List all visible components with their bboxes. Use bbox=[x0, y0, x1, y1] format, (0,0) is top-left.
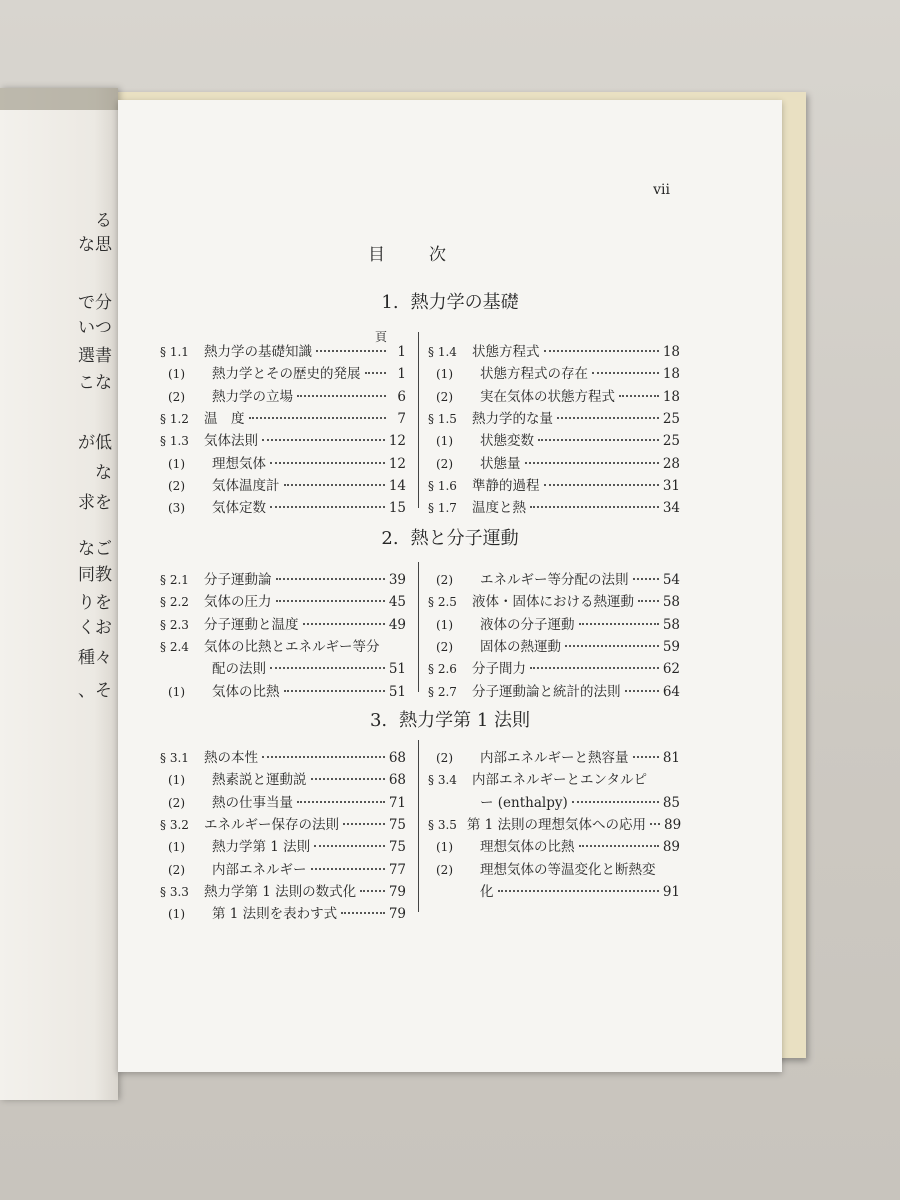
toc-leader-dots bbox=[544, 350, 659, 352]
toc-leader-dots bbox=[625, 690, 659, 692]
toc-entry[interactable] bbox=[160, 791, 406, 813]
toc-section-number: § 1.6 bbox=[428, 478, 457, 493]
chapter-number: 1. bbox=[381, 292, 399, 313]
toc-section-number: § 1.2 bbox=[160, 411, 189, 426]
toc-leader-dots bbox=[262, 439, 385, 441]
toc-page-number: 64 bbox=[662, 683, 680, 700]
toc-section-title: 状態方程式の存在 bbox=[480, 366, 588, 383]
toc-section-number: (2) bbox=[436, 389, 453, 404]
toc-section-number: (1) bbox=[168, 367, 185, 382]
toc-entry[interactable] bbox=[428, 429, 680, 451]
toc-page-number: 58 bbox=[662, 594, 680, 611]
toc-section-title: 気体定数 bbox=[212, 500, 266, 517]
toc-leader-dots bbox=[592, 372, 659, 374]
toc-leader-dots bbox=[360, 890, 385, 892]
toc-entry[interactable] bbox=[160, 613, 406, 635]
toc-entry[interactable] bbox=[428, 746, 680, 768]
toc-entry[interactable] bbox=[160, 902, 406, 924]
toc-page-number: 1 bbox=[397, 366, 406, 383]
toc-entry[interactable] bbox=[160, 680, 406, 702]
toc-entry[interactable] bbox=[160, 452, 406, 474]
toc-section-title: 準静的過程 bbox=[472, 477, 540, 494]
toc-section-number: § 2.7 bbox=[428, 684, 457, 699]
toc-page-number: 25 bbox=[662, 433, 680, 450]
toc-title: 目次 bbox=[368, 245, 490, 265]
toc-section-title: 第 1 法則を表わす式 bbox=[212, 906, 338, 923]
toc-entry[interactable] bbox=[428, 635, 680, 657]
toc-section-title: 熱素説と運動説 bbox=[212, 772, 307, 789]
toc-section-title: エネルギー等分配の法則 bbox=[480, 572, 629, 588]
toc-section-title: 分子間力 bbox=[472, 661, 526, 678]
toc-page-number: 49 bbox=[388, 616, 406, 633]
toc-leader-dots bbox=[270, 506, 385, 508]
toc-section-title: 気体温度計 bbox=[212, 477, 280, 494]
toc-entry[interactable] bbox=[160, 340, 406, 362]
toc-page-number: 77 bbox=[388, 861, 406, 878]
toc-section-title: 熱力学第 1 法則の数式化 bbox=[204, 883, 357, 900]
toc-section-number: § 3.1 bbox=[160, 751, 189, 765]
toc-section-title: 内部エネルギーと熱容量 bbox=[480, 750, 629, 766]
toc-entry[interactable] bbox=[428, 858, 680, 880]
toc-leader-dots bbox=[633, 756, 659, 758]
toc-page-number: 15 bbox=[388, 500, 406, 517]
toc-section-title: 理想気体 bbox=[212, 455, 266, 472]
toc-entry[interactable] bbox=[428, 768, 680, 790]
toc-section-number: (2) bbox=[436, 862, 453, 877]
toc-page-number: 18 bbox=[662, 388, 680, 405]
toc-section-title: 内部エネルギー bbox=[212, 861, 307, 878]
toc-entry[interactable] bbox=[160, 657, 406, 679]
toc-section-title: エネルギー保存の法則 bbox=[204, 816, 339, 833]
toc-page-number: 54 bbox=[662, 572, 680, 588]
column-divider bbox=[418, 332, 419, 508]
toc-section-number: § 1.7 bbox=[428, 501, 457, 516]
toc-section-title: 温度と熱 bbox=[472, 500, 526, 517]
toc-section-number: (1) bbox=[436, 617, 453, 632]
left-page-text-fragment: る bbox=[95, 211, 112, 231]
toc-section-number: (2) bbox=[168, 795, 185, 810]
toc-page-number: 79 bbox=[388, 883, 406, 900]
toc-entry[interactable] bbox=[428, 613, 680, 635]
toc-page-number: 51 bbox=[388, 661, 406, 678]
toc-page-number: 68 bbox=[388, 772, 406, 789]
toc-entry[interactable] bbox=[428, 657, 680, 679]
toc-section-number: (2) bbox=[436, 639, 453, 654]
toc-section-number: (1) bbox=[436, 840, 453, 855]
toc-leader-dots bbox=[311, 778, 385, 780]
toc-entry[interactable] bbox=[160, 407, 406, 429]
toc-entry[interactable] bbox=[428, 680, 680, 702]
left-page-text-fragment: りを bbox=[78, 593, 112, 613]
toc-section-number: (2) bbox=[436, 751, 453, 765]
toc-section-title: 化 bbox=[480, 883, 494, 900]
toc-entry[interactable] bbox=[428, 590, 680, 612]
toc-section-number: (2) bbox=[168, 389, 185, 404]
toc-leader-dots bbox=[314, 845, 385, 847]
toc-entry[interactable] bbox=[428, 474, 680, 496]
toc-leader-dots bbox=[538, 439, 659, 441]
toc-section-title: 液体・固体における熱運動 bbox=[472, 594, 634, 611]
toc-page-number: 39 bbox=[388, 572, 406, 588]
left-page-text-fragment: な bbox=[95, 463, 112, 483]
chapter-heading bbox=[118, 288, 782, 314]
toc-page-number: 75 bbox=[388, 816, 406, 833]
toc-leader-dots bbox=[498, 890, 659, 892]
toc-leader-dots bbox=[276, 600, 385, 602]
toc-entry[interactable] bbox=[160, 635, 406, 657]
toc-entry[interactable] bbox=[428, 813, 680, 835]
toc-page-number: 59 bbox=[662, 638, 680, 655]
toc-section-number: § 2.2 bbox=[160, 595, 189, 610]
toc-page-number: 91 bbox=[662, 883, 680, 900]
toc-entry[interactable] bbox=[160, 590, 406, 612]
toc-section-title: ー (enthalpy) bbox=[480, 794, 568, 811]
left-page-text-fragment: くお bbox=[78, 618, 112, 638]
toc-entry[interactable] bbox=[428, 496, 680, 518]
toc-leader-dots bbox=[249, 417, 387, 419]
toc-section-number: (1) bbox=[168, 684, 185, 699]
toc-page-number: 18 bbox=[662, 366, 680, 383]
toc-entry[interactable] bbox=[160, 880, 406, 902]
toc-section-number: § 2.3 bbox=[160, 617, 189, 632]
left-page-text-fragment: が低 bbox=[78, 433, 112, 453]
toc-section-title: 熱力学第 1 法則 bbox=[212, 839, 311, 856]
toc-section-title: 状態量 bbox=[480, 455, 521, 472]
toc-entry[interactable] bbox=[428, 385, 680, 407]
chapter-heading bbox=[118, 524, 782, 550]
page-number: vii bbox=[653, 182, 670, 198]
toc-page-number: 25 bbox=[662, 410, 680, 427]
toc-entry[interactable] bbox=[160, 746, 406, 768]
toc-section-title: 熱力学の基礎知識 bbox=[204, 344, 312, 360]
toc-section-number: (1) bbox=[436, 367, 453, 382]
left-page-text-fragment: 、そ bbox=[78, 681, 112, 701]
toc-section-number: (2) bbox=[436, 573, 453, 587]
toc-page-number: 75 bbox=[388, 839, 406, 856]
toc-leader-dots bbox=[270, 462, 385, 464]
toc-section-number: § 1.5 bbox=[428, 411, 457, 426]
toc-section-number: (1) bbox=[168, 773, 185, 788]
toc-entry[interactable] bbox=[160, 385, 406, 407]
toc-section-number: (2) bbox=[168, 478, 185, 493]
toc-section-number: (1) bbox=[168, 907, 185, 922]
toc-section-title: 配の法則 bbox=[212, 661, 266, 678]
toc-entry[interactable] bbox=[160, 835, 406, 857]
toc-section-number: § 1.4 bbox=[428, 345, 457, 359]
toc-section-title: 熱力学とその歴史的発展 bbox=[212, 366, 361, 383]
toc-entry[interactable] bbox=[160, 429, 406, 451]
toc-entry[interactable] bbox=[160, 362, 406, 384]
toc-page bbox=[118, 100, 782, 1072]
toc-page-number: 12 bbox=[388, 433, 406, 450]
chapter-heading bbox=[118, 706, 782, 732]
toc-leader-dots bbox=[341, 912, 385, 914]
toc-leader-dots bbox=[343, 823, 385, 825]
toc-section-title: 気体の比熱とエネルギー等分 bbox=[204, 638, 380, 655]
toc-section-title: 熱の本性 bbox=[204, 750, 258, 766]
toc-page-number: 71 bbox=[388, 794, 406, 811]
toc-page-number: 68 bbox=[388, 750, 406, 766]
toc-section-number: § 1.3 bbox=[160, 434, 189, 449]
toc-page-number: 6 bbox=[397, 388, 406, 405]
toc-entry[interactable] bbox=[160, 858, 406, 880]
toc-leader-dots bbox=[284, 690, 385, 692]
toc-page-number: 12 bbox=[388, 455, 406, 472]
toc-leader-dots bbox=[579, 845, 659, 847]
toc-section-title: 固体の熱運動 bbox=[480, 638, 561, 655]
toc-section-number: § 3.3 bbox=[160, 884, 189, 899]
toc-section-title: 分子運動と温度 bbox=[204, 616, 299, 633]
toc-page-number: 89 bbox=[664, 816, 682, 833]
left-page-text-fragment: 種々 bbox=[78, 648, 112, 668]
toc-entry[interactable] bbox=[160, 474, 406, 496]
toc-page-number: 62 bbox=[662, 661, 680, 678]
toc-page-number: 1 bbox=[397, 344, 406, 360]
column-divider bbox=[418, 562, 419, 692]
toc-page-number: 79 bbox=[388, 906, 406, 923]
toc-entry[interactable] bbox=[160, 496, 406, 518]
toc-section-title: 液体の分子運動 bbox=[480, 616, 575, 633]
toc-entry[interactable] bbox=[160, 813, 406, 835]
chapter-number: 2. bbox=[381, 528, 399, 549]
toc-entry[interactable] bbox=[428, 835, 680, 857]
toc-leader-dots bbox=[565, 645, 659, 647]
left-page-text-fragment: で分 bbox=[78, 293, 112, 313]
toc-page-number: 45 bbox=[388, 594, 406, 611]
chapter-number: 3. bbox=[369, 710, 388, 731]
toc-section-title: 状態変数 bbox=[480, 433, 534, 450]
toc-section-number: § 2.5 bbox=[428, 595, 457, 610]
toc-section-title: 温 度 bbox=[204, 410, 245, 427]
toc-section-number: § 3.5 bbox=[428, 817, 457, 832]
toc-leader-dots bbox=[276, 578, 385, 580]
toc-section-title: 理想気体の比熱 bbox=[480, 839, 575, 856]
toc-leader-dots bbox=[297, 801, 385, 803]
toc-page-number: 89 bbox=[662, 839, 680, 856]
toc-leader-dots bbox=[633, 578, 659, 580]
toc-leader-dots bbox=[650, 823, 660, 825]
page-column-label: 頁 bbox=[375, 330, 388, 344]
toc-leader-dots bbox=[284, 484, 385, 486]
toc-section-title: 気体の圧力 bbox=[204, 594, 272, 611]
toc-leader-dots bbox=[530, 667, 659, 669]
toc-leader-dots bbox=[316, 350, 386, 352]
toc-entry[interactable] bbox=[160, 768, 406, 790]
toc-entry[interactable] bbox=[428, 362, 680, 384]
left-page-text-fragment: な思 bbox=[78, 235, 112, 255]
toc-section-title: 熱の仕事当量 bbox=[212, 794, 293, 811]
toc-section-number: (2) bbox=[168, 862, 185, 877]
left-page bbox=[0, 88, 118, 1100]
left-page-text-fragment: 求を bbox=[78, 493, 112, 513]
toc-section-number: § 2.6 bbox=[428, 662, 457, 677]
toc-section-number: (1) bbox=[436, 434, 453, 449]
toc-page-number: 34 bbox=[662, 500, 680, 517]
toc-leader-dots bbox=[544, 484, 659, 486]
toc-page-number: 18 bbox=[662, 344, 680, 360]
toc-entry[interactable] bbox=[428, 791, 680, 813]
toc-section-number: (1) bbox=[168, 456, 185, 471]
toc-section-number: § 3.4 bbox=[428, 773, 457, 788]
chapter-title: 熱力学第 1 法則 bbox=[399, 710, 531, 731]
toc-leader-dots bbox=[270, 667, 385, 669]
chapter-title: 熱力学の基礎 bbox=[410, 292, 519, 313]
left-page-text-fragment: 選書 bbox=[78, 346, 112, 366]
left-page-text-fragment: こな bbox=[78, 373, 112, 393]
toc-page-number: 31 bbox=[662, 477, 680, 494]
toc-page-number: 51 bbox=[388, 683, 406, 700]
toc-leader-dots bbox=[557, 417, 659, 419]
toc-page-number: 28 bbox=[662, 455, 680, 472]
toc-leader-dots bbox=[365, 372, 387, 374]
toc-leader-dots bbox=[530, 506, 659, 508]
toc-section-number: § 1.1 bbox=[160, 345, 189, 359]
toc-section-title: 分子運動論 bbox=[204, 572, 272, 588]
toc-section-number: (2) bbox=[436, 456, 453, 471]
toc-page-number: 14 bbox=[388, 477, 406, 494]
toc-section-title: 内部エネルギーとエンタルピ bbox=[472, 772, 647, 789]
toc-entry[interactable] bbox=[428, 880, 680, 902]
toc-section-number: (3) bbox=[168, 501, 185, 516]
column-divider bbox=[418, 740, 419, 912]
toc-leader-dots bbox=[638, 600, 659, 602]
toc-page-number: 81 bbox=[662, 750, 680, 766]
toc-leader-dots bbox=[619, 395, 659, 397]
toc-entry[interactable] bbox=[428, 452, 680, 474]
toc-section-number: § 3.2 bbox=[160, 817, 189, 832]
toc-leader-dots bbox=[579, 623, 659, 625]
toc-leader-dots bbox=[262, 756, 385, 758]
toc-section-number: § 2.4 bbox=[160, 639, 189, 654]
toc-section-title: 理想気体の等温変化と断熱変 bbox=[480, 861, 656, 878]
toc-entry[interactable] bbox=[160, 568, 406, 590]
toc-leader-dots bbox=[311, 868, 385, 870]
toc-leader-dots bbox=[297, 395, 386, 397]
toc-entry[interactable] bbox=[428, 407, 680, 429]
toc-section-title: 気体の比熱 bbox=[212, 683, 280, 700]
chapter-title: 熱と分子運動 bbox=[410, 528, 519, 549]
toc-section-number: § 2.1 bbox=[160, 573, 189, 587]
toc-page-number: 7 bbox=[397, 410, 406, 427]
left-page-cover-edge bbox=[0, 88, 118, 110]
toc-section-title: 第 1 法則の理想気体への応用 bbox=[466, 816, 646, 833]
toc-page-number: 85 bbox=[662, 794, 680, 811]
toc-section-title: 状態方程式 bbox=[472, 344, 540, 360]
left-page-text-fragment: いつ bbox=[78, 318, 112, 338]
left-page-text-fragment: 同教 bbox=[78, 565, 112, 585]
toc-page-number: 58 bbox=[662, 616, 680, 633]
toc-section-title: 気体法則 bbox=[204, 433, 258, 450]
toc-entry[interactable] bbox=[428, 568, 680, 590]
toc-leader-dots bbox=[303, 623, 385, 625]
toc-section-title: 熱力学の立場 bbox=[212, 388, 293, 405]
toc-section-title: 実在気体の状態方程式 bbox=[480, 388, 615, 405]
toc-leader-dots bbox=[572, 801, 659, 803]
toc-leader-dots bbox=[525, 462, 659, 464]
left-page-text-fragment: なご bbox=[78, 539, 112, 559]
toc-entry[interactable] bbox=[428, 340, 680, 362]
toc-section-title: 熱力学的な量 bbox=[472, 410, 553, 427]
toc-section-number: (1) bbox=[168, 840, 185, 855]
toc-section-title: 分子運動論と統計的法則 bbox=[472, 683, 621, 700]
